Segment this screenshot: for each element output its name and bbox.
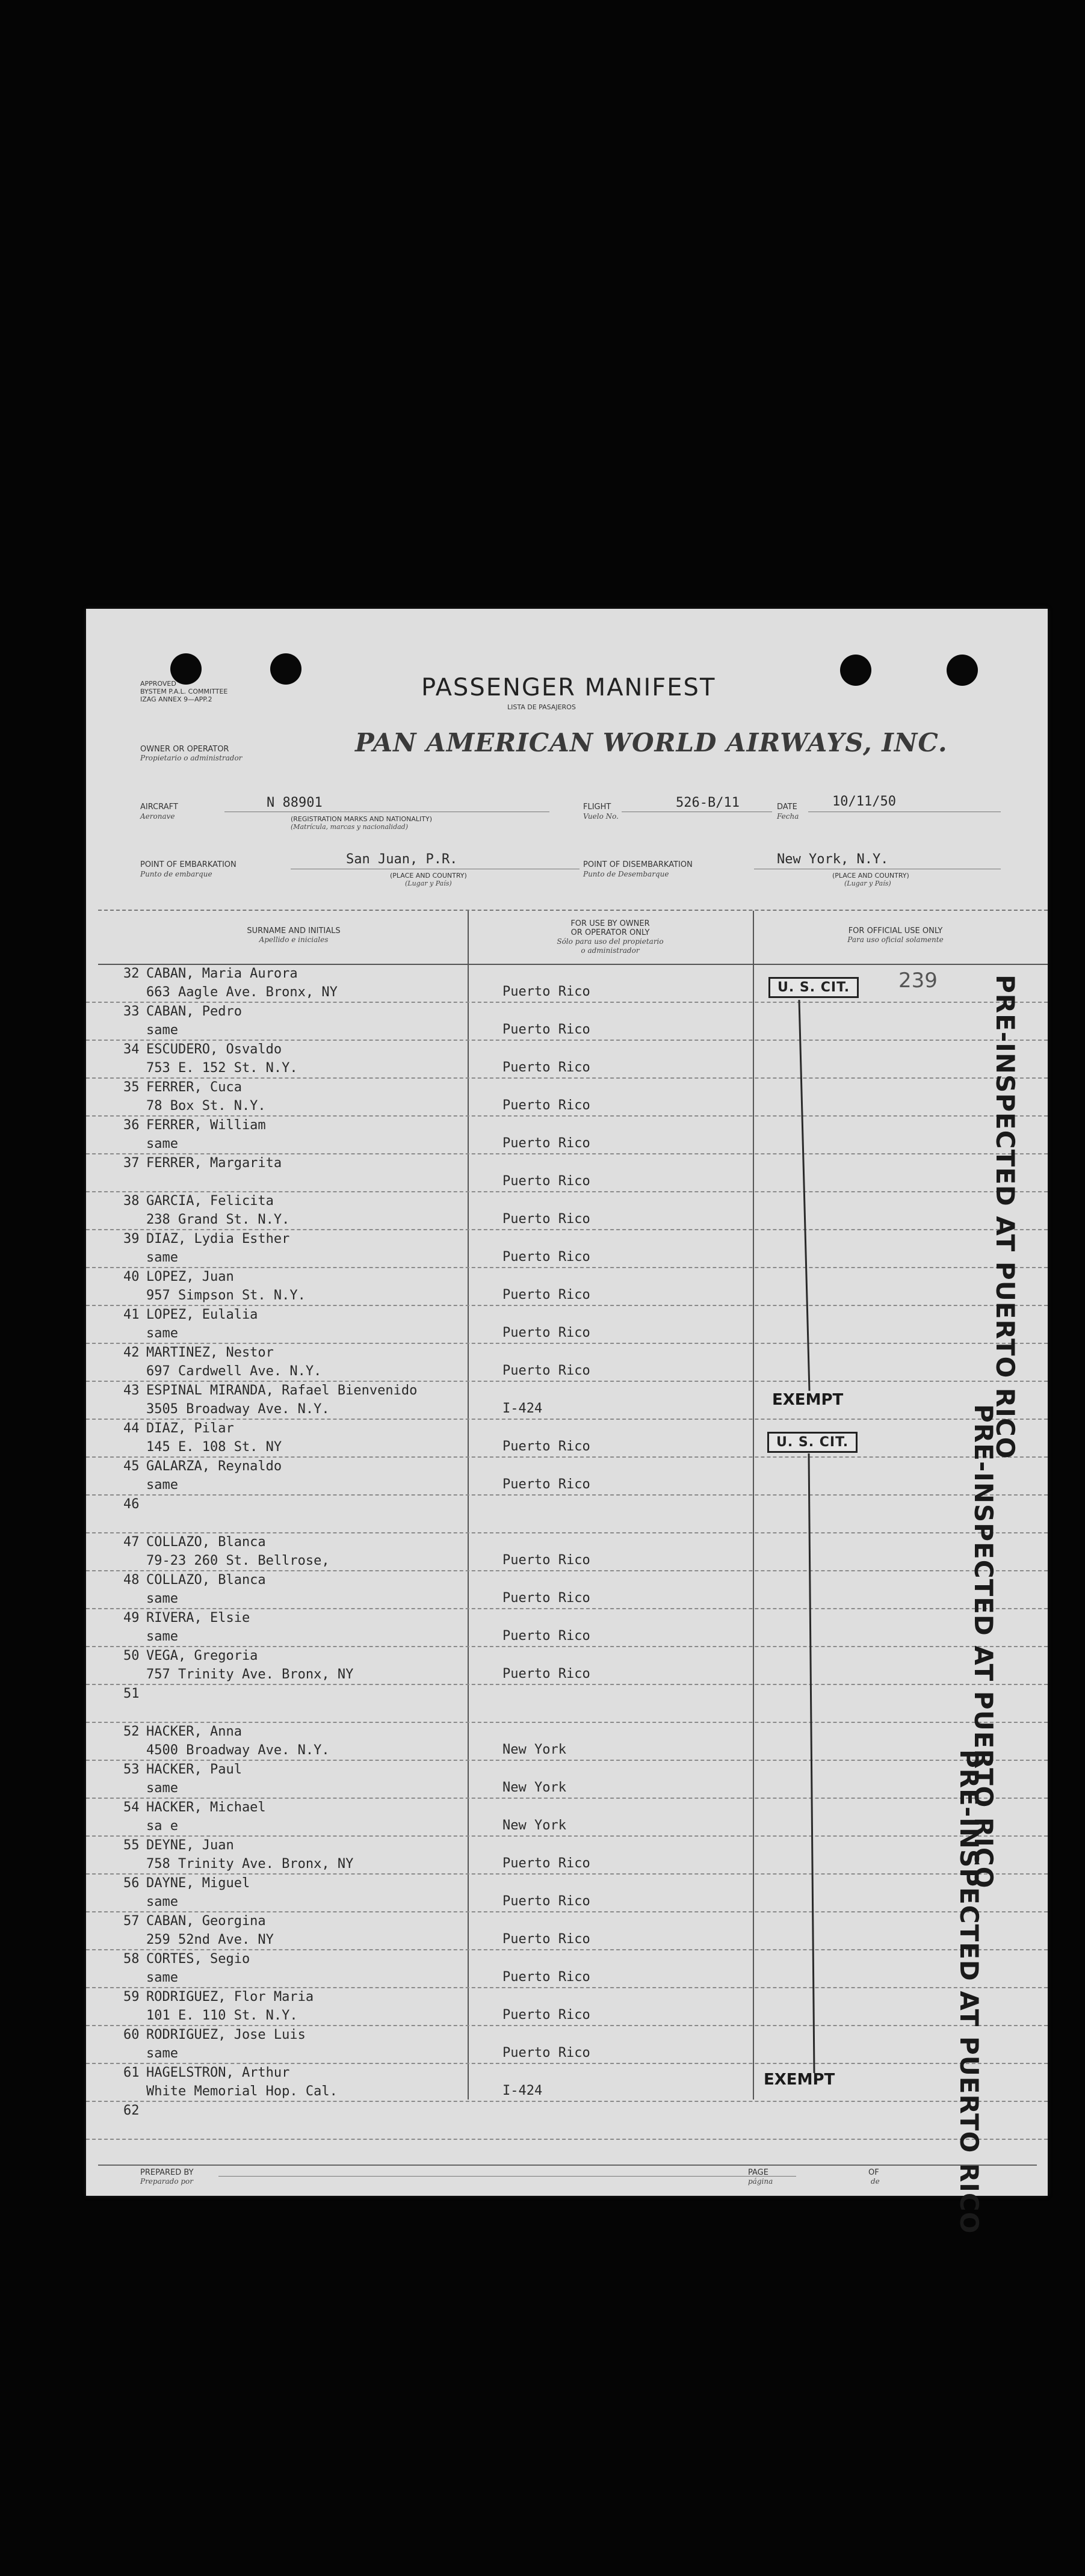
row-number: 54 [123,1800,140,1815]
approval-line-2: BYSTEM P.A.L. COMMITTEE [140,688,228,695]
passenger-name: ESCUDERO, Osvaldo [146,1042,282,1057]
punch-hole-3 [840,655,871,686]
manifest-sheet [86,609,1048,2234]
passenger-name: DEYNE, Juan [146,1838,234,1853]
row-number: 52 [123,1724,140,1739]
embark-label: POINT OF EMBARKATION [140,860,236,869]
row-number: 38 [123,1194,140,1209]
passenger-name: HACKER, Anna [146,1724,242,1739]
citizenship-value: Puerto Rico [502,984,590,999]
table-row [86,1609,1048,1647]
passenger-name: ESPINAL MIRANDA, Rafael Bienvenido [146,1383,418,1398]
table-row [86,1079,1048,1117]
row-number: 41 [123,1307,140,1322]
passenger-address: 3505 Broadway Ave. N.Y. [146,1402,330,1417]
preinspected-stamp-1: PRE-INSPECTED AT PUERTO RICO [991,975,1020,1459]
embark-caption: (PLACE AND COUNTRY) [390,872,467,880]
table-row [86,1458,1048,1496]
page-label: PAGE [748,2168,768,2177]
passenger-address: same [146,1136,178,1151]
passenger-name: DIAZ, Lydia Esther [146,1231,290,1246]
passenger-address: same [146,1023,178,1038]
citizenship-value: I-424 [502,1401,543,1416]
row-number: 57 [123,1914,140,1929]
passenger-name: CABAN, Georgina [146,1914,266,1929]
citizenship-value: Puerto Rico [502,1591,590,1606]
table-row [86,1799,1048,1837]
disembark-label: POINT OF DISEMBARKATION [583,860,693,869]
row-number: 37 [123,1156,140,1171]
passenger-name: RODRIGUEZ, Jose Luis [146,2027,306,2042]
date-label-sub: Fecha [777,812,799,821]
row-number: 33 [123,1004,140,1019]
table-row [86,1988,1048,2026]
citizenship-value: Puerto Rico [502,1022,590,1037]
passenger-address: same [146,1326,178,1341]
table-row [86,1306,1048,1344]
approval-line-1: APPROVED [140,680,176,688]
row-number: 40 [123,1269,140,1284]
row-number: 44 [123,1421,140,1436]
of-sub: de [871,2177,880,2186]
passenger-name: COLLAZO, Blanca [146,1535,266,1550]
approval-block [140,680,227,703]
col-header-official [754,926,1037,944]
passenger-address: same [146,2046,178,2061]
col-header-owner-line2: OR OPERATOR ONLY [570,928,650,937]
table-row [86,2064,1048,2102]
prepared-by-label: PREPARED BY [140,2168,194,2177]
passenger-name: CORTES, Segio [146,1952,250,1967]
citizenship-value: Puerto Rico [502,1970,590,1985]
table-row [86,1496,1048,1533]
citizenship-value: Puerto Rico [502,2007,590,2023]
row-separator [86,2139,1048,2140]
embark-caption-sub: (Lugar y País) [405,880,452,887]
punch-hole-4 [947,655,978,686]
citizenship-value: Puerto Rico [502,1477,590,1492]
table-row [86,1761,1048,1799]
row-number: 50 [123,1648,140,1663]
table-row [86,1420,1048,1458]
passenger-name: CABAN, Maria Aurora [146,966,298,981]
passenger-address: 697 Cardwell Ave. N.Y. [146,1364,322,1379]
passenger-address: same [146,1478,178,1493]
table-row [86,1571,1048,1609]
passenger-name: HACKER, Paul [146,1762,242,1777]
passenger-name: COLLAZO, Blanca [146,1573,266,1588]
row-number: 60 [123,2027,140,2042]
table-row [86,1723,1048,1761]
table-row [86,1912,1048,1950]
passenger-name: DAYNE, Miguel [146,1876,250,1891]
table-row [86,1647,1048,1685]
embark-value: San Juan, P.R. [346,852,458,867]
table-row [86,1268,1048,1306]
passenger-name: MARTINEZ, Nestor [146,1345,274,1360]
aircraft-caption-sub: (Matrícula, marcas y nacionalidad) [291,823,408,831]
row-number: 62 [123,2103,140,2118]
page-sub: página [748,2177,773,2186]
passenger-address: sa e [146,1819,178,1834]
table-row [86,1382,1048,1420]
passenger-name: DIAZ, Pilar [146,1421,234,1436]
citizenship-value: Puerto Rico [502,1060,590,1075]
citizenship-value: Puerto Rico [502,1628,590,1644]
preinspected-stamp-3: PRE-INSPECTED AT PUERTO RICO [954,1749,984,2234]
col-header-owner-sub1: Sólo para uso del propietario [557,937,664,946]
passenger-name: GALARZA, Reynaldo [146,1459,282,1474]
table-row [86,2026,1048,2064]
disembark-value: New York, N.Y. [777,852,889,867]
row-number: 48 [123,1573,140,1588]
passenger-name: RIVERA, Elsie [146,1610,250,1625]
table-row [86,2102,1048,2140]
col-header-owner [469,919,752,955]
flight-value: 526-B/11 [676,795,740,810]
passenger-address: 238 Grand St. N.Y. [146,1212,290,1227]
citizenship-value: Puerto Rico [502,1174,590,1189]
handwritten-page-number: 239 [898,969,938,993]
passenger-name: CABAN, Pedro [146,1004,242,1019]
passenger-name: FERRER, Margarita [146,1156,282,1171]
passenger-address: 753 E. 152 St. N.Y. [146,1061,298,1076]
citizenship-value: Puerto Rico [502,1249,590,1265]
row-number: 43 [123,1383,140,1398]
passenger-name: HACKER, Michael [146,1800,266,1815]
row-number: 56 [123,1876,140,1891]
passenger-address: 4500 Broadway Ave. N.Y. [146,1743,330,1758]
passenger-name: GARCIA, Felicita [146,1194,274,1209]
passenger-address: 758 Trinity Ave. Bronx, NY [146,1857,354,1872]
date-label: DATE [777,803,797,812]
col-header-owner-line1: FOR USE BY OWNER [570,919,650,928]
table-row [86,1685,1048,1723]
citizenship-value: New York [502,1818,566,1833]
table-row [86,1344,1048,1382]
passenger-name: FERRER, Cuca [146,1080,242,1095]
passenger-name: FERRER, William [146,1118,266,1133]
citizenship-value: Puerto Rico [502,1439,590,1454]
row-number: 61 [123,2065,140,2080]
col-header-name-sub: Apellido e iniciales [259,935,329,944]
us-citizen-stamp-1: U. S. CIT. [768,977,859,998]
citizenship-value: Puerto Rico [502,1932,590,1947]
owner-label-sub: Propietario o administrador [140,754,243,762]
passenger-address: same [146,1591,178,1606]
passenger-name: VEGA, Gregoria [146,1648,258,1663]
citizenship-value: Puerto Rico [502,1553,590,1568]
us-citizen-stamp-2: U. S. CIT. [767,1432,858,1453]
row-number: 55 [123,1838,140,1853]
passenger-address: 145 E. 108 St. NY [146,1440,282,1455]
row-number: 34 [123,1042,140,1057]
row-number: 36 [123,1118,140,1133]
citizenship-value: New York [502,1742,566,1757]
table-row [86,1041,1048,1079]
aircraft-caption: (REGISTRATION MARKS AND NATIONALITY) [291,815,433,823]
flight-label-sub: Vuelo No. [583,812,619,821]
citizenship-value: I-424 [502,2083,543,2098]
citizenship-value: Puerto Rico [502,1894,590,1909]
passenger-name: LOPEZ, Juan [146,1269,234,1284]
passenger-address: 78 Box St. N.Y. [146,1098,266,1114]
row-number: 35 [123,1080,140,1095]
passenger-address: 663 Aagle Ave. Bronx, NY [146,985,338,1000]
passenger-address: 101 E. 110 St. N.Y. [146,2008,298,2023]
citizenship-value: Puerto Rico [502,1098,590,1113]
owner-company: PAN AMERICAN WORLD AIRWAYS, INC. [355,728,948,757]
table-row [86,1950,1048,1988]
citizenship-value: Puerto Rico [502,1856,590,1871]
col-header-official-sub: Para uso oficial solamente [847,935,944,944]
disembark-caption: (PLACE AND COUNTRY) [832,872,909,880]
table-row [86,1117,1048,1154]
citizenship-value: Puerto Rico [502,1287,590,1302]
approval-line-3: IZAG ANNEX 9—APP.2 [140,695,212,703]
owner-label: OWNER OR OPERATOR [140,745,229,754]
passenger-name: HAGELSTRON, Arthur [146,2065,290,2080]
citizenship-value: Puerto Rico [502,1212,590,1227]
row-number: 49 [123,1610,140,1625]
table-row [86,1837,1048,1875]
prepared-by-sub: Preparado por [140,2177,194,2186]
row-number: 59 [123,1989,140,2004]
passenger-rows [86,965,1048,2118]
table-row [86,1533,1048,1571]
row-number: 45 [123,1459,140,1474]
passenger-address: same [146,1781,178,1796]
citizenship-value: Puerto Rico [502,1136,590,1151]
passenger-address: same [146,1629,178,1644]
passenger-address: White Memorial Hop. Cal. [146,2084,338,2099]
passenger-name: LOPEZ, Eulalia [146,1307,258,1322]
table-top-rule [98,910,1048,911]
preinspected-stamp-2: PRE-INSPECTED AT PUERTO RICO [969,1404,998,1889]
table-row [86,1230,1048,1268]
col-header-owner-sub2: o administrador [581,946,640,955]
aircraft-label: AIRCRAFT [140,803,178,812]
exempt-stamp-1: EXEMPT [772,1391,844,1409]
row-number: 51 [123,1686,140,1701]
of-label: OF [868,2168,879,2177]
footer-rule [98,2165,1037,2166]
passenger-address: same [146,1894,178,1909]
passenger-address: 957 Simpson St. N.Y. [146,1288,306,1303]
exempt-stamp-2: EXEMPT [764,2071,835,2089]
citizenship-value: Puerto Rico [502,1363,590,1378]
citizenship-value: Puerto Rico [502,1325,590,1340]
aircraft-label-sub: Aeronave [140,812,175,821]
table-row [86,1875,1048,1912]
citizenship-value: New York [502,1780,566,1795]
row-number: 32 [123,966,140,981]
table-row [86,1003,1048,1041]
table-row [86,1192,1048,1230]
col-header-official-label: FOR OFFICIAL USE ONLY [848,926,943,935]
disembark-caption-sub: (Lugar y País) [844,880,891,887]
passenger-name: RODRIGUEZ, Flor Maria [146,1989,314,2004]
flight-label: FLIGHT [583,803,611,812]
table-row [86,1154,1048,1192]
passenger-address: same [146,1970,178,1985]
aircraft-value: N 88901 [267,795,323,810]
row-number: 47 [123,1535,140,1550]
row-number: 39 [123,1231,140,1246]
punch-hole-2 [270,653,301,685]
embark-label-sub: Punto de embarque [140,870,212,878]
row-number: 53 [123,1762,140,1777]
page-title-sub: LISTA DE PASAJEROS [507,703,576,711]
citizenship-value: Puerto Rico [502,1666,590,1681]
date-value: 10/11/50 [832,794,896,809]
row-number: 58 [123,1952,140,1967]
prepared-by-line [218,2176,796,2177]
page-title: PASSENGER MANIFEST [421,674,716,701]
col-header-name [122,926,465,944]
passenger-address: 259 52nd Ave. NY [146,1932,274,1947]
passenger-address: 79-23 260 St. Bellrose, [146,1553,330,1568]
disembark-label-sub: Punto de Desembarque [583,870,669,878]
citizenship-value: Puerto Rico [502,2045,590,2060]
row-number: 46 [123,1497,140,1512]
row-number: 42 [123,1345,140,1360]
passenger-address: 757 Trinity Ave. Bronx, NY [146,1667,354,1682]
passenger-address: same [146,1250,178,1265]
col-header-name-label: SURNAME AND INITIALS [247,926,341,935]
